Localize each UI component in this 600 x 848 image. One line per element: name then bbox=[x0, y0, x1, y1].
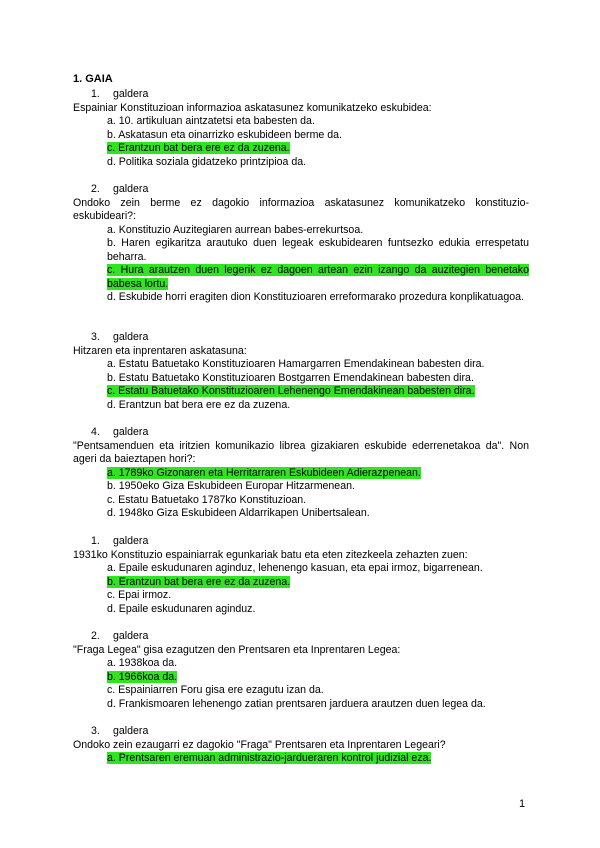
options-list bbox=[107, 115, 529, 169]
question-number: 4. bbox=[91, 426, 100, 438]
options-list bbox=[107, 752, 529, 766]
answer-option-correct: a. 1789ko Gizonaren eta Herritarraren Eskubideen Adierazpenean. bbox=[107, 466, 421, 479]
question-block bbox=[73, 630, 529, 711]
question-stem: Espainiar Konstituzioan informazioa askatasunez komunikatzeko eskubidea: bbox=[73, 101, 432, 114]
question-stem: 1931ko Konstituzio espainiarrak egunkariak batu eta eten zitezkeela zehazten zuen: bbox=[73, 548, 468, 561]
answer-option: b. Haren egikaritza arautuko duen legeak eskubidearen funtsezko edukia errespetatu beharra. bbox=[107, 237, 529, 263]
answer-option: a. Estatu Batuetako Konstituzioaren Hamargarren Emendakinean babesten dira. bbox=[107, 358, 485, 370]
question-block bbox=[73, 535, 529, 616]
question-label: galdera bbox=[113, 630, 149, 642]
answer-option: d. Frankismoaren lehenengo zatian prentsaren jarduera arautzen duen legea da. bbox=[107, 697, 486, 710]
question-number: 2. bbox=[91, 630, 100, 642]
answer-option: a. 10. artikuluan aintzatetsi eta babesten da. bbox=[107, 115, 315, 127]
question-label: galdera bbox=[113, 535, 149, 547]
question-number-line bbox=[73, 630, 529, 644]
question-block bbox=[73, 183, 529, 305]
question-label: galdera bbox=[113, 725, 149, 737]
question-number: 3. bbox=[91, 725, 100, 737]
question-block bbox=[73, 331, 529, 412]
question-stem: "Pentsamenduen eta iritzien komunikazio librea gizakiaren eskubide ederrenetakoa da". Non ageri da baieztapen hori?: bbox=[73, 439, 529, 465]
answer-option: d. 1948ko Giza Eskubideen Aldarrikapen Unibertsalean. bbox=[107, 507, 370, 519]
answer-option: b. Estatu Batuetako Konstituzioaren Bostgarren Emendakinean babesten dira. bbox=[107, 371, 474, 384]
question-label: galdera bbox=[113, 331, 149, 343]
answer-option: d. Politika soziala gidatzeko printzipioa da. bbox=[107, 155, 307, 168]
section-title: 1. GAIA bbox=[73, 73, 113, 85]
question-number-line bbox=[73, 183, 529, 197]
question-label: galdera bbox=[113, 426, 149, 438]
question-number-line bbox=[73, 725, 529, 739]
answer-option: a. Epaile eskudunaren aginduz, lehenengo kasuan, eta epai irmoz, bigarrenean. bbox=[107, 562, 483, 574]
options-list bbox=[107, 657, 529, 711]
question-label: galdera bbox=[113, 183, 149, 195]
question-stem: Ondoko zein ezaugarri ez dagokio "Fraga" Prentsaren eta Inprentaren Legeari? bbox=[73, 738, 446, 751]
question-label: galdera bbox=[113, 88, 149, 100]
options-list bbox=[107, 358, 529, 412]
answer-option-correct: b. 1966koa da. bbox=[107, 670, 178, 683]
question-number-line bbox=[73, 331, 529, 345]
answer-option-correct: c. Hura arautzen duen legerik ez dagoen artean ezin izango da auzitegien benetako babesa lortu. bbox=[107, 264, 529, 290]
question-stem: Ondoko zein berme ez dagokio informazioa askatasunez komunikatzeko konstituzio-eskubideari?: bbox=[73, 196, 529, 222]
question-block bbox=[73, 725, 529, 766]
question-number-line bbox=[73, 426, 529, 440]
options-list bbox=[107, 467, 529, 521]
answer-option: d. Eskubide horri eragiten dion Konstituzioaren erreformarako prozedura konplikatuagoa. bbox=[107, 291, 524, 303]
answer-option: b. Askatasun eta oinarrizko eskubideen berme da. bbox=[107, 128, 342, 141]
answer-option: d. Epaile eskudunaren aginduz. bbox=[107, 602, 256, 615]
question-number-line bbox=[73, 535, 529, 549]
question-number: 1. bbox=[91, 88, 100, 100]
answer-option: c. Espainiarren Foru gisa ere ezagutu izan da. bbox=[107, 684, 324, 696]
answer-option: c. Estatu Batuetako 1787ko Konstituzioan. bbox=[107, 493, 307, 506]
answer-option-correct: c. Erantzun bat bera ere ez da zuzena. bbox=[107, 142, 290, 154]
page-number: 1 bbox=[519, 798, 526, 810]
answer-option-correct: a. Prentsaren eremuan administrazio-jardueraren kontrol judizial eza. bbox=[107, 752, 432, 764]
answer-option-correct: c. Estatu Batuetako Konstituzioaren Lehenengo Emendakinean babesten dira. bbox=[107, 385, 475, 397]
answer-option: a. 1938koa da. bbox=[107, 657, 178, 669]
answer-option: a. Konstituzio Auzitegiaren aurrean babes-errekurtsoa. bbox=[107, 223, 364, 236]
options-list bbox=[107, 562, 529, 616]
question-number: 3. bbox=[91, 331, 100, 343]
answer-option: d. Erantzun bat bera ere ez da zuzena. bbox=[107, 398, 291, 411]
question-number: 2. bbox=[91, 183, 100, 195]
answer-option-correct: b. Erantzun bat bera ere ez da zuzena. bbox=[107, 575, 291, 588]
question-number: 1. bbox=[91, 535, 100, 547]
question-number-line bbox=[73, 88, 529, 102]
answer-option: b. 1950eko Giza Eskubideen Europar Hitzarmenean. bbox=[107, 480, 355, 492]
question-stem: "Fraga Legea" gisa ezagutzen den Prentsaren eta Inprentaren Legea: bbox=[73, 643, 401, 656]
question-block bbox=[73, 426, 529, 521]
question-stem: Hitzaren eta inprentaren askatasuna: bbox=[73, 344, 247, 357]
question-block bbox=[73, 88, 529, 169]
answer-option: c. Epai irmoz. bbox=[107, 589, 172, 601]
options-list bbox=[107, 224, 529, 305]
